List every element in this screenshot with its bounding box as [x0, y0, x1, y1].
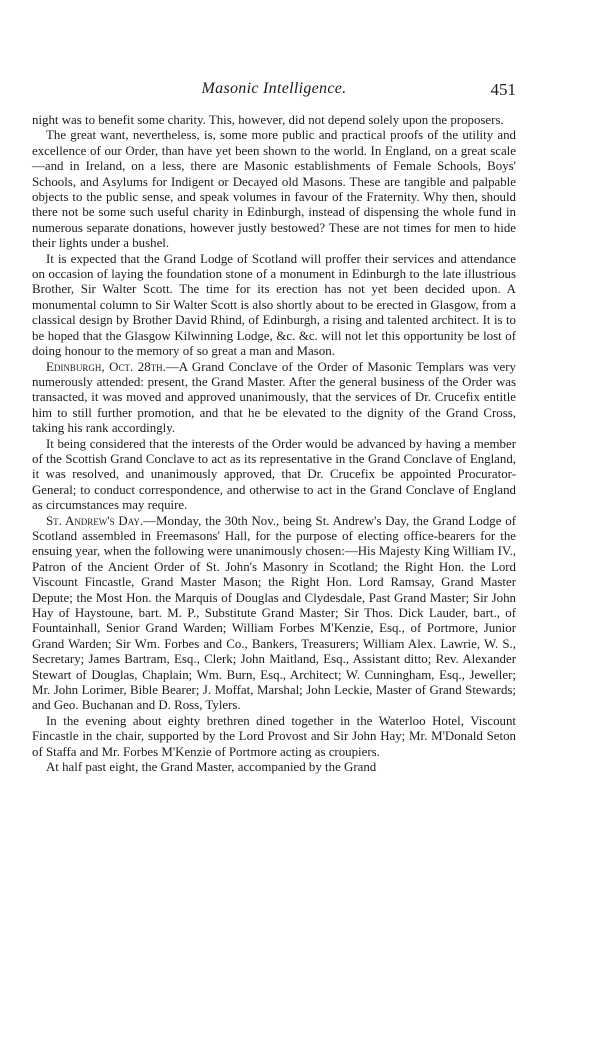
page-number: 451: [490, 80, 516, 99]
dateline-edinburgh: Edinburgh, Oct. 28th.: [46, 359, 166, 374]
paragraph-text: It is expected that the Grand Lodge of Scotland will proffer their services and attendance on occasion of laying the foundation stone of a monument in Edinburgh to the late illustrious Brother, Sir Walter Scott. The time for its erection has not yet been decided upon. A monumental column to Sir Walter Scott is also shortly about to be erected in Glasgow, from a classical design by Brother David Rhind, of Edinburgh, a rising and talented architect. It is to be hoped that the Glasgow Kilwinning Lodge, &c. &c. will not let this opportunity be lost of doing honour to the memory of so great a man and Mason.: [32, 251, 516, 359]
paragraph-masonic-charity: [32, 128, 516, 251]
page-header: [32, 80, 516, 102]
paragraph-evening-dinner: [32, 714, 516, 760]
dateline-st-andrews-day: St. Andrew's Day.: [46, 513, 144, 528]
paragraph-text: night was to benefit some charity. This, however, did not depend solely upon the proposers.: [32, 113, 504, 127]
paragraph-st-andrews-day: [32, 514, 516, 714]
paragraph-grand-conclave: [32, 360, 516, 437]
paragraph-text: —A Grand Conclave of the Order of Masonic Templars was very numerously attended: present, the Grand Master. After the general business of the Order was transacted, it was moved and approved unanimously, that the services of Dr. Crucefix entitle him to still further promotion, and that he be elevated to the dignity of the Grand Cross, taking his rank accordingly.: [32, 359, 516, 436]
body-text: [32, 113, 516, 775]
paragraph-text: It being considered that the interests of the Order would be advanced by having a member of the Scottish Grand Conclave to act as its representative in the Grand Conclave of England, it was resolved, and unanimously approved, that Dr. Crucefix be appointed Procurator-General; to conduct correspondence, and otherwise to act in the Grand Conclave of England as circumstances may require.: [32, 436, 516, 513]
paragraph-text: The great want, nevertheless, is, some more public and practical proofs of the utility and excellence of our Order, than have yet been shown to the world. In England, on a great scale—and in Ireland, on a less, there are Masonic establishments of Female Schools, Boys' Schools, and Asylums for Indigent or Decayed old Masons. These are tangible and palpable objects to the public sense, and speak volumes in favour of the Fraternity. Why then, should there not be some such useful charity in Edinburgh, instead of dispensing the whole fund in numerous separate donations, however justly bestowed? These are not times for men to hide their lights under a bushel.: [32, 128, 516, 251]
paragraph-continuation: [32, 113, 516, 128]
paragraph-scott-monument: [32, 252, 516, 360]
paragraph-text: —Monday, the 30th Nov., being St. Andrew's Day, the Grand Lodge of Scotland assembled in Freemasons' Hall, for the purpose of electing office-bearers for the ensuing year, when the following were unanimously chosen:—His Majesty King William IV., Patron of the Ancient Order of St. John's Masonry in Scotland; the Right Hon. the Lord Viscount Fincastle, Grand Master Mason; the Right Hon. Lord Ramsay, Grand Master Depute; the Most Hon. the Marquis of Douglas and Clydesdale, Past Grand Master; Sir John Hay of Haystoune, bart. M. P., Substitute Grand Master; Sir Thos. Dick Lauder, bart., of Fountainhall, Senior Grand Warden; William Forbes M'Kenzie, Esq., of Portmore, Junior Grand Warden; Sir Wm. Forbes and Co., Bankers, Treasurers; William Alex. Lawrie, W. S., Secretary; James Bartram, Esq., Clerk; John Maitland, Esq., Assistant ditto; Rev. Alexander Stewart of Douglas, Chaplain; Wm. Burn, Esq., Architect; W. Cunningham, Esq., Jeweller; Mr. John Lorimer, Bible Bearer; J. Moffat, Marshal; John Leckie, Master of Grand Stewards; and Geo. Buchanan and D. Ross, Tylers.: [32, 513, 516, 713]
paragraph-procurator-general: [32, 437, 516, 514]
running-title: Masonic Intelligence.: [201, 80, 347, 97]
paragraph-half-past-eight: [32, 760, 516, 775]
paragraph-text: In the evening about eighty brethren dined together in the Waterloo Hotel, Viscount Fincastle in the chair, supported by the Lord Provost and Sir John Hay; Mr. M'Donald Seton of Staffa and Mr. Forbes M'Kenzie of Portmore acting as croupiers.: [32, 713, 516, 759]
paragraph-text: At half past eight, the Grand Master, accompanied by the Grand: [46, 760, 377, 775]
